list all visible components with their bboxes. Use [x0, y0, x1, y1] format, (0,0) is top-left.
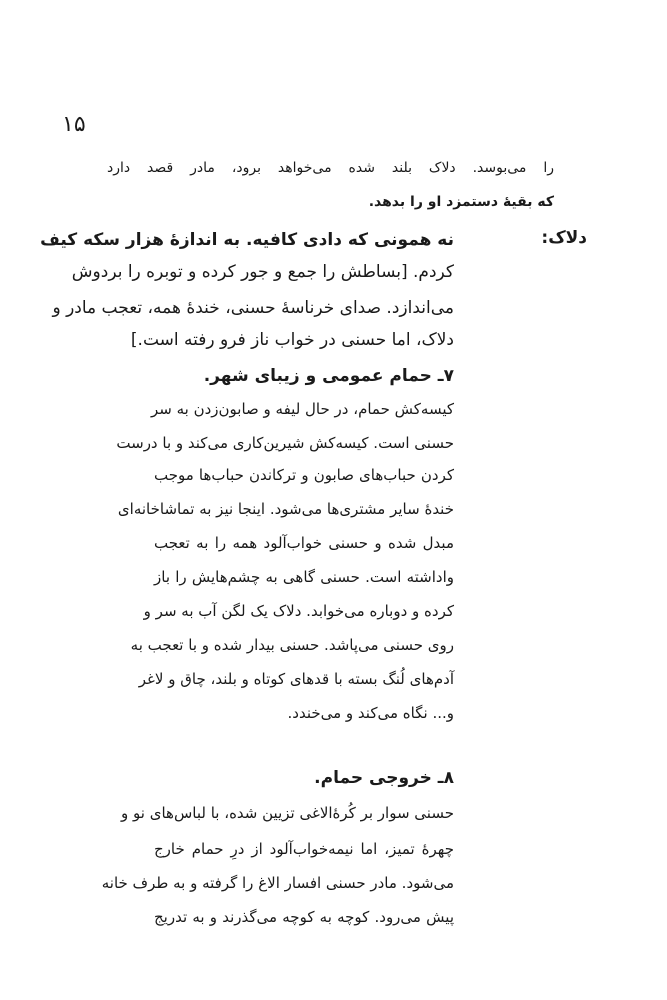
dialogue-line-4: دلاک، اما حسنی در خواب ناز فرو رفته است.]	[130, 330, 454, 350]
scene-7-line-1: کیسه‌کش حمام، در حال لیفه و صابون‌زدن به سر	[150, 400, 454, 418]
scene-7-line-5: مبدل شده و حسنی خواب‌آلود همه را به تعجب	[154, 534, 454, 552]
scene-7-line-4: خندهٔ سایر مشتری‌ها می‌شود. اینجا نیز به تماشاخانه‌ای	[117, 500, 454, 518]
scene-8-line-4: پیش می‌رود. کوچه به کوچه می‌گذرند و به تدریج	[154, 908, 454, 926]
dialogue-line-2: کردم. [بساطش را جمع و جور کرده و توبره را بردوش	[71, 262, 454, 282]
scene-7-line-2: حسنی است. کیسه‌کش شیرین‌کاری می‌کند و با درست	[116, 434, 454, 452]
scene-7-line-7: کرده و دوباره می‌خوابد. دلاک یک لگن آب به سر و	[143, 602, 454, 620]
scene-7-line-10: و... نگاه می‌کند و می‌خندد.	[287, 704, 454, 722]
scene-7-line-8: روی حسنی می‌پاشد. حسنی بیدار شده و با تعجب به	[130, 636, 454, 654]
scene-7-line-6: واداشته است. حسنی گاهی به چشم‌هایش را باز	[154, 568, 454, 586]
scene-7-line-9: آدم‌های لُنگ بسته با قدهای کوتاه و بلند، چاق و لاغر	[138, 670, 454, 688]
scene-7-heading: ۷ـ حمام عمومی و زیبای شهر.	[203, 366, 454, 386]
dialogue-line-1: نه همونی که دادی کافیه. به اندازهٔ هزار سکه کیف	[40, 230, 454, 250]
scene-8-line-2: چهرهٔ تمیز، اما نیمه‌خواب‌آلود از درِ حمام خارج	[154, 840, 454, 858]
scene-7-line-3: کردن حباب‌های صابون و ترکاندن حباب‌ها موجب	[154, 466, 454, 484]
scene-8-line-1: حسنی سوار بر کُرهٔ‌الاغی تزیین شده، با لباس‌های نو و	[121, 804, 454, 822]
page-number: ۱۵	[62, 112, 86, 137]
speaker-label: دلاک:	[541, 228, 587, 248]
scene-8-heading: ۸ـ خروجی حمام.	[314, 768, 454, 788]
opening-line-1: را می‌بوسد. دلاک بلند شده می‌خواهد برود، مادر قصد دارد	[107, 160, 554, 176]
opening-line-2: که بقیهٔ دستمزد او را بدهد.	[368, 194, 554, 210]
dialogue-line-3: می‌اندازد. صدای خرناسهٔ حسنی، خندهٔ همه، تعجب مادر و	[52, 298, 454, 318]
scene-8-line-3: می‌شود. مادر حسنی افسار الاغ را گرفته و به طرف خانه	[101, 874, 454, 892]
